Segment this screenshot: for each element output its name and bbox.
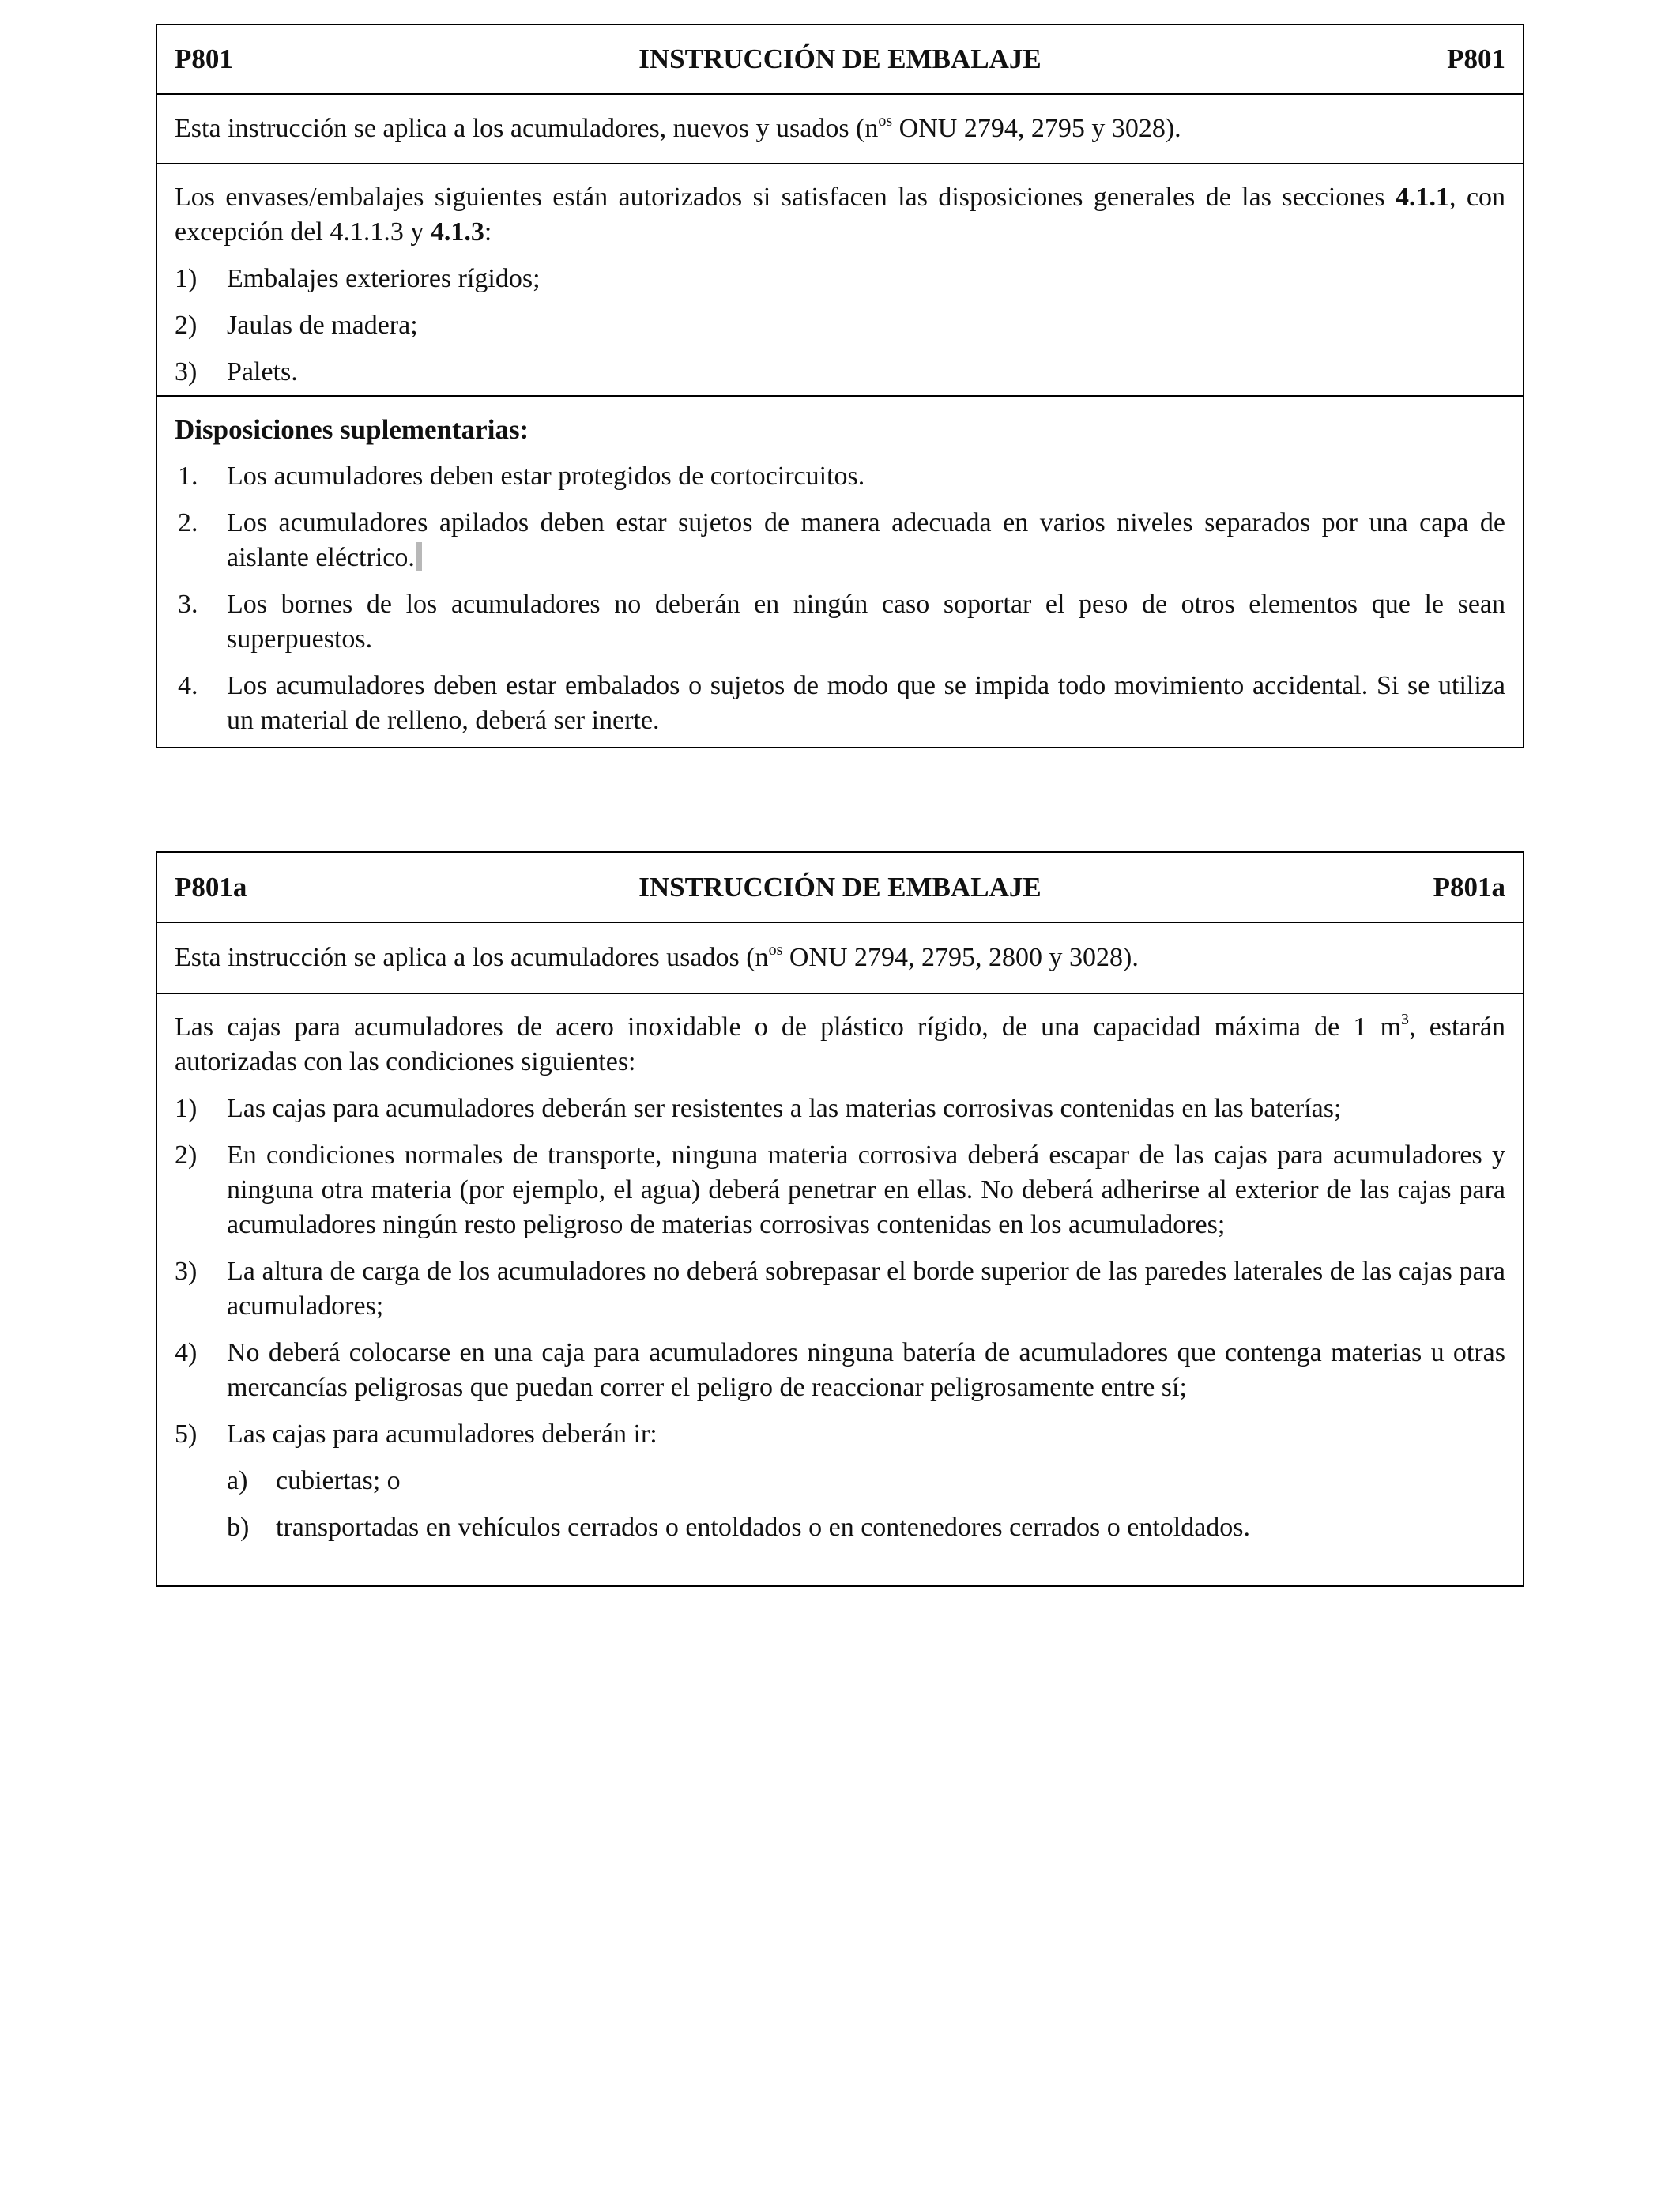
supplementary-title: Disposiciones suplementarias: — [175, 414, 529, 445]
p801a-conditions — [157, 994, 1523, 1545]
packing-instruction-p801 — [156, 24, 1524, 748]
p801a-code-right: P801a — [1433, 871, 1505, 903]
p801-intro: Los envases/embalajes siguientes están autorizados si satisfacen las disposiciones generales de las secciones 4.1.1, con excepción del 4.1.1.3 y 4.1.3: — [175, 183, 1506, 247]
p801a-title: INSTRUCCIÓN DE EMBALAJE — [638, 871, 1042, 903]
list-item: 4) No deberá colocarse en una caja para acumuladores ninguna batería de acumuladores que contenga materias u otras mercancías peligrosas que puedan correr el peligro de reaccionar peligrosamente entre sí; — [175, 1338, 1505, 1402]
list-item: 1) Embalajes exteriores rígidos; — [175, 264, 541, 293]
p801-title: INSTRUCCIÓN DE EMBALAJE — [638, 43, 1042, 74]
p801-code-right: P801 — [1447, 43, 1505, 74]
list-item: 1) Las cajas para acumuladores deberán ser resistentes a las materias corrosivas contenidas en las baterías; — [175, 1094, 1342, 1123]
p801a-intro: Las cajas para acumuladores de acero inoxidable o de plástico rígido, de una capacidad máxima de 1 $m^3$, estarán autorizadas con las condiciones siguientes: — [175, 1011, 1505, 1076]
p801-packagings — [157, 164, 1523, 397]
packing-instruction-p801a — [156, 851, 1524, 1587]
list-item: 3) La altura de carga de los acumuladores no deberá sobrepasar el borde superior de las paredes laterales de las cajas para acumuladores; — [175, 1257, 1505, 1321]
p801-supplementary — [157, 397, 1523, 738]
list-item: 1. Los acumuladores deben estar protegidos de cortocircuitos. — [178, 462, 865, 491]
p801a-code-left: P801a — [175, 871, 247, 903]
list-item: 5) Las cajas para acumuladores deberán ir: — [175, 1419, 657, 1449]
list-item: 2. Los acumuladores apilados deben estar sujetos de manera adecuada en varios niveles separados por una capa de aislante eléctrico. — [178, 508, 1505, 572]
p801-code-left: P801 — [175, 43, 233, 74]
list-item: 2) En condiciones normales de transporte, ninguna materia corrosiva deberá escapar de las cajas para acumuladores y ninguna otra materia (por ejemplo, el agua) deberá penetrar en ellas. No deberá adherirse al exterior de las cajas para acumuladores ningún resto peligroso de materias corrosivas contenidas en los acumuladores; — [175, 1140, 1505, 1239]
sub-list-item: a) cubiertas; o — [227, 1466, 401, 1495]
p801-scope — [157, 95, 1523, 164]
list-item: 3. Los bornes de los acumuladores no deberán en ningún caso soportar el peso de otros elementos que le sean superpuestos. — [178, 590, 1505, 654]
p801-scope-text: Esta instrucción se aplica a los acumuladores, nuevos y usados ($n^{os}$ ONU 2794, 2795 y 3028). — [175, 112, 1181, 143]
p801a-header — [157, 853, 1523, 923]
text-cursor-highlight — [416, 542, 422, 571]
list-item: 4. Los acumuladores deben estar embalados o sujetos de modo que se impida todo movimiento accidental. Si se utiliza un material de relleno, deberá ser inerte. — [178, 671, 1505, 735]
list-item: 2) Jaulas de madera; — [175, 311, 418, 340]
list-item: 3) Palets. — [175, 357, 298, 386]
p801a-scope-text: Esta instrucción se aplica a los acumuladores usados ($n^{os}$ ONU 2794, 2795, 2800 y 3028). — [175, 941, 1139, 972]
sub-list-item: b) transportadas en vehículos cerrados o entoldados o en contenedores cerrados o entoldados. — [227, 1513, 1251, 1542]
p801a-scope — [157, 923, 1523, 994]
p801-header — [157, 25, 1523, 95]
